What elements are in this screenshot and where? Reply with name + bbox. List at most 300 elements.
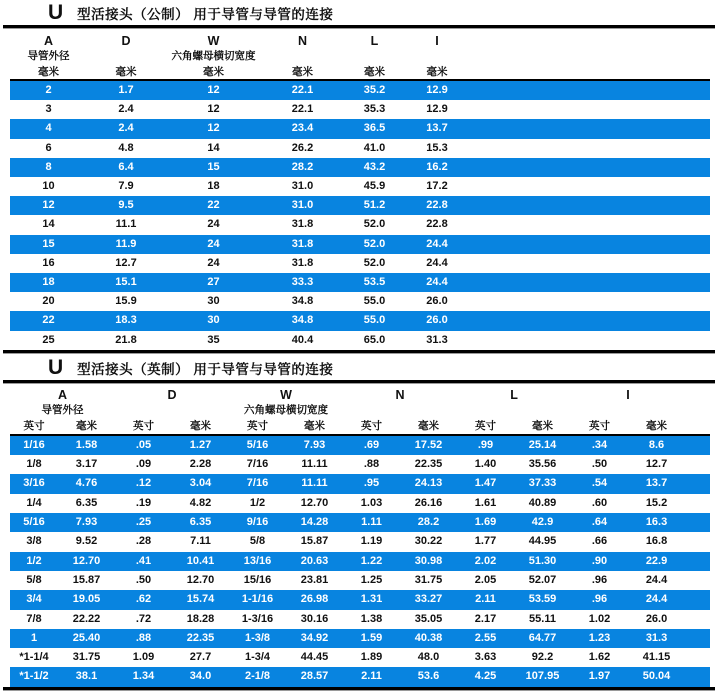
imperial-table	[10, 384, 710, 687]
imperial-title-text: 型活接头（英制） 用于导管与导管的连接	[77, 361, 334, 377]
table-row	[10, 273, 710, 292]
filler-cell	[685, 474, 710, 493]
imperial-table-header	[10, 384, 710, 435]
cell: 1.89	[360, 651, 383, 664]
cell: 107.95	[525, 670, 560, 683]
cell: 5/16	[23, 516, 45, 529]
unit-label: 英寸	[10, 418, 58, 435]
metric-table-header	[10, 29, 710, 80]
table-row	[10, 331, 710, 350]
cell: 35.56	[528, 458, 557, 471]
filler-cell	[468, 273, 710, 292]
cell: 30.98	[414, 554, 443, 567]
cell: .12	[135, 477, 152, 490]
imperial-section	[0, 357, 718, 691]
filler-cell	[685, 552, 710, 571]
cell: .88	[363, 458, 380, 471]
column-sublabels-row	[10, 49, 710, 63]
col-letter-i: I	[435, 33, 439, 48]
cell: 30	[207, 314, 220, 327]
cell: .28	[135, 535, 152, 548]
cell: 22.1	[291, 103, 314, 116]
unit-label: 毫米	[628, 418, 685, 435]
filler-cell	[685, 532, 710, 551]
cell: 24	[207, 237, 220, 250]
filler-cell	[685, 648, 710, 667]
unit-label: 毫米	[262, 63, 343, 80]
cell: 65.0	[363, 333, 386, 346]
col-letter-n: N	[395, 388, 405, 403]
col-letter-w: W	[207, 33, 220, 48]
cell: 1-1/16	[241, 593, 274, 606]
cell: .64	[591, 516, 608, 529]
cell: 1.59	[360, 631, 383, 644]
cell: 33.27	[414, 593, 443, 606]
cell: 5/8	[26, 573, 42, 586]
filler-cell	[685, 629, 710, 648]
table-row	[10, 532, 710, 551]
cell: 1	[30, 631, 38, 644]
cell: 5/16	[246, 438, 269, 451]
cell: 10.41	[186, 554, 215, 567]
filler-cell	[468, 254, 710, 273]
cell: 12.70	[186, 573, 215, 586]
imperial-title-letter: U	[48, 355, 64, 379]
sublabel-conduit-od: 导管外径	[27, 49, 70, 62]
table-row	[10, 494, 710, 513]
cell: 16.3	[645, 516, 668, 529]
cell: 31.8	[291, 237, 314, 250]
imperial-table-body	[10, 435, 710, 687]
cell: 2.05	[474, 573, 497, 586]
filler	[685, 384, 710, 404]
cell: 15	[42, 237, 55, 250]
cell: 14	[42, 218, 55, 231]
cell: 42.9	[531, 516, 554, 529]
cell: 24.4	[426, 276, 448, 289]
filler-cell	[685, 513, 710, 532]
unit-label: 毫米	[286, 418, 343, 435]
cell: 92.2	[531, 651, 554, 664]
cell: 1-3/8	[244, 631, 271, 644]
cell: 52.0	[363, 218, 386, 231]
cell: 16.2	[426, 160, 448, 173]
unit-label: 毫米	[10, 63, 87, 80]
cell: 12	[207, 84, 220, 96]
table-row	[10, 292, 710, 311]
cell: 34.92	[300, 631, 329, 644]
cell: .69	[363, 438, 380, 451]
cell: .72	[135, 612, 152, 625]
cell: 2.11	[475, 593, 496, 606]
cell: .50	[591, 458, 608, 471]
cell: 25	[42, 333, 55, 346]
cell: 1.58	[75, 438, 98, 451]
cell: 1.61	[474, 496, 497, 509]
cell: .50	[135, 573, 152, 586]
cell: 41.15	[642, 651, 671, 664]
cell: 4.8	[118, 141, 134, 154]
cell: 1.11	[361, 516, 382, 529]
cell: 26.2	[291, 141, 314, 154]
cell: 2.28	[189, 458, 212, 471]
cell: 53.6	[417, 670, 440, 683]
cell: 25.40	[72, 631, 101, 644]
cell: 14	[207, 141, 220, 154]
cell: 13/16	[243, 554, 272, 567]
cell: 53.59	[528, 593, 557, 606]
unit-label: 英寸	[229, 418, 286, 435]
filler	[685, 418, 710, 435]
cell: .95	[363, 477, 380, 490]
cell: 16	[42, 256, 55, 269]
cell: 6	[45, 141, 52, 154]
cell: 22.8	[426, 218, 448, 231]
unit-label: 英寸	[457, 418, 514, 435]
cell: 31.75	[414, 573, 443, 586]
cell: .19	[135, 496, 152, 509]
col-letter-d: D	[167, 388, 177, 403]
column-sublabels-row	[10, 404, 710, 418]
cell: 55.11	[529, 612, 556, 625]
cell: 6.35	[189, 516, 212, 529]
table-row	[10, 311, 710, 330]
filler-cell	[468, 100, 710, 119]
cell: 30	[207, 295, 220, 308]
cell: 35.2	[363, 84, 386, 96]
cell: .96	[591, 573, 608, 586]
cell: 1/2	[249, 496, 266, 509]
filler-cell	[468, 235, 710, 254]
cell: 64.77	[528, 631, 557, 644]
unit-label: 英寸	[571, 418, 628, 435]
filler-cell	[468, 331, 710, 350]
table-row	[10, 629, 710, 648]
units-row	[10, 418, 710, 435]
cell: 26.0	[426, 314, 448, 327]
cell: 1.25	[360, 573, 383, 586]
cell: 1.19	[360, 535, 383, 548]
cell: 27	[207, 276, 220, 289]
metric-table	[10, 29, 710, 350]
unit-label: 英寸	[343, 418, 400, 435]
cell: 44.45	[300, 651, 329, 664]
cell: 6.35	[75, 496, 98, 509]
cell: .99	[477, 438, 494, 451]
table-row	[10, 254, 710, 273]
table-row	[10, 435, 710, 455]
cell: .41	[135, 554, 152, 567]
cell: 1/16	[23, 438, 45, 451]
cell: 9.5	[118, 199, 134, 212]
cell: 14.28	[300, 516, 329, 529]
cell: 38.1	[75, 670, 98, 683]
cell: 37.33	[528, 477, 557, 490]
filler-cell	[468, 215, 710, 234]
cell: 45.9	[363, 180, 386, 193]
cell: 2.17	[474, 612, 497, 625]
cell: 4.76	[75, 477, 98, 490]
filler-cell	[685, 494, 710, 513]
cell: 1-3/4	[244, 651, 271, 664]
cell: 20	[42, 295, 55, 308]
cell: 31.8	[291, 256, 314, 269]
unit-label: 毫米	[165, 63, 262, 80]
cell: 35.05	[414, 612, 443, 625]
cell: 19.05	[72, 593, 101, 606]
cell: 22.8	[426, 199, 448, 212]
cell: 3	[45, 103, 52, 116]
cell: 1/2	[26, 554, 42, 567]
cell: 22.35	[186, 631, 215, 644]
table-row	[10, 474, 710, 493]
cell: 31.75	[72, 651, 101, 664]
cell: 12.70	[300, 496, 329, 509]
cell: 22.9	[645, 554, 668, 567]
cell: 24.4	[426, 256, 448, 269]
cell: 51.2	[363, 199, 386, 212]
cell: .90	[591, 554, 608, 567]
cell: 7.93	[303, 438, 326, 451]
col-letter-a: A	[43, 33, 54, 48]
cell: 34.8	[291, 314, 314, 327]
filler-cell	[468, 177, 710, 196]
cell: 2.11	[361, 670, 382, 683]
cell: *1-1/2	[19, 670, 49, 683]
cell: 24.4	[645, 573, 668, 586]
unit-label: 毫米	[343, 63, 406, 80]
cell: 7.11	[190, 535, 211, 548]
cell: .54	[591, 477, 608, 490]
cell: 12	[207, 103, 220, 116]
filler-cell	[685, 571, 710, 590]
cell: 33.3	[291, 276, 314, 289]
cell: 2.55	[474, 631, 497, 644]
cell: 1-3/16	[241, 612, 274, 625]
cell: 18	[207, 180, 220, 193]
cell: 17.2	[426, 180, 448, 193]
cell: 34.0	[189, 670, 212, 683]
cell: 26.0	[645, 612, 668, 625]
cell: 48.0	[417, 651, 440, 664]
units-row	[10, 63, 710, 80]
cell: 1.69	[474, 516, 497, 529]
cell: 1/4	[26, 496, 42, 509]
table-row	[10, 139, 710, 158]
cell: 28.57	[300, 670, 329, 683]
cell: 4.82	[189, 496, 212, 509]
cell: 7/8	[26, 612, 42, 625]
sublabel-conduit-od: 导管外径	[41, 404, 84, 417]
filler-cell	[685, 435, 710, 455]
cell: .62	[135, 593, 152, 606]
cell: 1.03	[360, 496, 383, 509]
cell: 35.3	[363, 103, 386, 116]
cell: 5/8	[249, 535, 266, 548]
cell: 1.77	[474, 535, 497, 548]
cell: 22	[207, 199, 220, 212]
cell: 7/16	[246, 458, 269, 471]
cell: 10	[42, 180, 55, 193]
column-letters-row	[10, 384, 710, 404]
cell: 40.89	[528, 496, 557, 509]
cell: 2.02	[474, 554, 497, 567]
cell: 1.40	[474, 458, 497, 471]
cell: 1.09	[132, 651, 155, 664]
filler	[468, 29, 710, 49]
cell: 34.8	[291, 295, 314, 308]
cell: 2.4	[118, 122, 134, 135]
cell: 11.9	[115, 237, 137, 250]
sublabel-hex-nut-width: 六角螺母横切宽度	[171, 49, 256, 62]
unit-label: 毫米	[87, 63, 165, 80]
cell: 22	[42, 314, 55, 327]
cell: 41.0	[363, 141, 386, 154]
cell: 18	[42, 276, 55, 289]
cell: 31.8	[291, 218, 314, 231]
cell: 15.3	[426, 141, 448, 154]
table-row	[10, 215, 710, 234]
bottom-rule	[3, 687, 715, 691]
cell: 12.9	[426, 103, 448, 116]
cell: 1.34	[132, 670, 155, 683]
cell: 23.4	[291, 122, 314, 135]
filler	[468, 63, 710, 80]
table-row	[10, 513, 710, 532]
table-row	[10, 552, 710, 571]
cell: 3.63	[474, 651, 497, 664]
filler-cell	[685, 610, 710, 629]
cell: 1.22	[360, 554, 383, 567]
cell: 12	[207, 122, 220, 135]
cell: 3.17	[75, 458, 98, 471]
cell: 21.8	[115, 333, 137, 346]
cell: 4	[45, 122, 52, 135]
cell: 12	[42, 199, 55, 212]
metric-title	[0, 2, 718, 24]
cell: 2.4	[118, 103, 134, 116]
table-row	[10, 667, 710, 686]
col-letter-a: A	[57, 388, 68, 403]
metric-section	[0, 2, 718, 354]
metric-title-text: 型活接头（公制） 用于导管与导管的连接	[77, 7, 334, 22]
unit-label: 英寸	[115, 418, 172, 435]
unit-label: 毫米	[406, 63, 468, 80]
cell: 40.4	[291, 333, 314, 346]
cell: 22.1	[291, 84, 314, 96]
cell: 1.97	[588, 670, 611, 683]
cell: 52.0	[363, 237, 386, 250]
cell: 52.07	[528, 573, 557, 586]
cell: 12.9	[426, 84, 448, 96]
cell: 1/8	[26, 458, 42, 471]
cell: 6.4	[118, 160, 134, 173]
cell: 30.22	[414, 535, 443, 548]
cell: 13.7	[645, 477, 668, 490]
cell: 24.4	[426, 237, 448, 250]
col-letter-l: L	[370, 33, 379, 48]
cell: 35	[207, 333, 220, 346]
filler-cell	[685, 667, 710, 686]
table-row	[10, 235, 710, 254]
filler-cell	[685, 590, 710, 609]
col-letter-l: L	[510, 388, 518, 403]
cell: 52.0	[363, 256, 386, 269]
cell: 15	[207, 160, 220, 173]
cell: 36.5	[363, 122, 386, 135]
cell: 8.6	[648, 438, 665, 451]
cell: 12.70	[72, 554, 101, 567]
cell: 15.1	[115, 276, 137, 289]
cell: 3.04	[189, 477, 212, 490]
filler-cell	[468, 196, 710, 215]
cell: 24	[207, 218, 220, 231]
table-row	[10, 648, 710, 667]
table-row	[10, 80, 710, 100]
cell: 2	[45, 84, 52, 96]
filler-cell	[468, 292, 710, 311]
cell: 7/16	[246, 477, 269, 490]
cell: 15/16	[243, 573, 272, 586]
filler-cell	[685, 455, 710, 474]
cell: 26.98	[300, 593, 329, 606]
cell: 22.22	[72, 612, 101, 625]
cell: 9/16	[246, 516, 269, 529]
cell: *1-1/4	[19, 651, 49, 664]
cell: 1.02	[588, 612, 611, 625]
cell: 55.0	[363, 295, 386, 308]
cell: 40.38	[414, 631, 443, 644]
cell: 26.0	[426, 295, 448, 308]
cell: 16.8	[645, 535, 668, 548]
cell: 1.38	[360, 612, 383, 625]
cell: 24.4	[645, 593, 668, 606]
cell: 31.0	[291, 180, 314, 193]
cell: 1.7	[118, 84, 134, 96]
cell: 3/4	[26, 593, 42, 606]
unit-label: 毫米	[172, 418, 229, 435]
cell: 9.52	[75, 535, 98, 548]
cell: 28.2	[417, 516, 440, 529]
cell: .60	[591, 496, 608, 509]
cell: .88	[135, 631, 152, 644]
cell: 23.81	[300, 573, 329, 586]
cell: .25	[135, 516, 152, 529]
cell: 12.7	[645, 458, 668, 471]
cell: 27.7	[189, 651, 212, 664]
cell: 18.3	[115, 314, 137, 327]
table-row	[10, 100, 710, 119]
cell: 7.93	[75, 516, 98, 529]
metric-title-letter: U	[48, 1, 64, 24]
col-letter-n: N	[297, 33, 308, 48]
cell: 31.0	[291, 199, 314, 212]
cell: 18.28	[186, 612, 215, 625]
cell: 24.13	[414, 477, 443, 490]
cell: 11.1	[115, 218, 137, 231]
cell: 25.14	[528, 438, 557, 451]
cell: 3/16	[23, 477, 45, 490]
table-row	[10, 610, 710, 629]
imperial-title	[0, 357, 718, 379]
cell: 15.87	[72, 573, 101, 586]
cell: 7.9	[118, 180, 134, 193]
cell: .05	[135, 438, 152, 451]
cell: 11.11	[301, 458, 328, 471]
cell: 24	[207, 256, 220, 269]
table-row	[10, 196, 710, 215]
cell: 15.87	[300, 535, 329, 548]
